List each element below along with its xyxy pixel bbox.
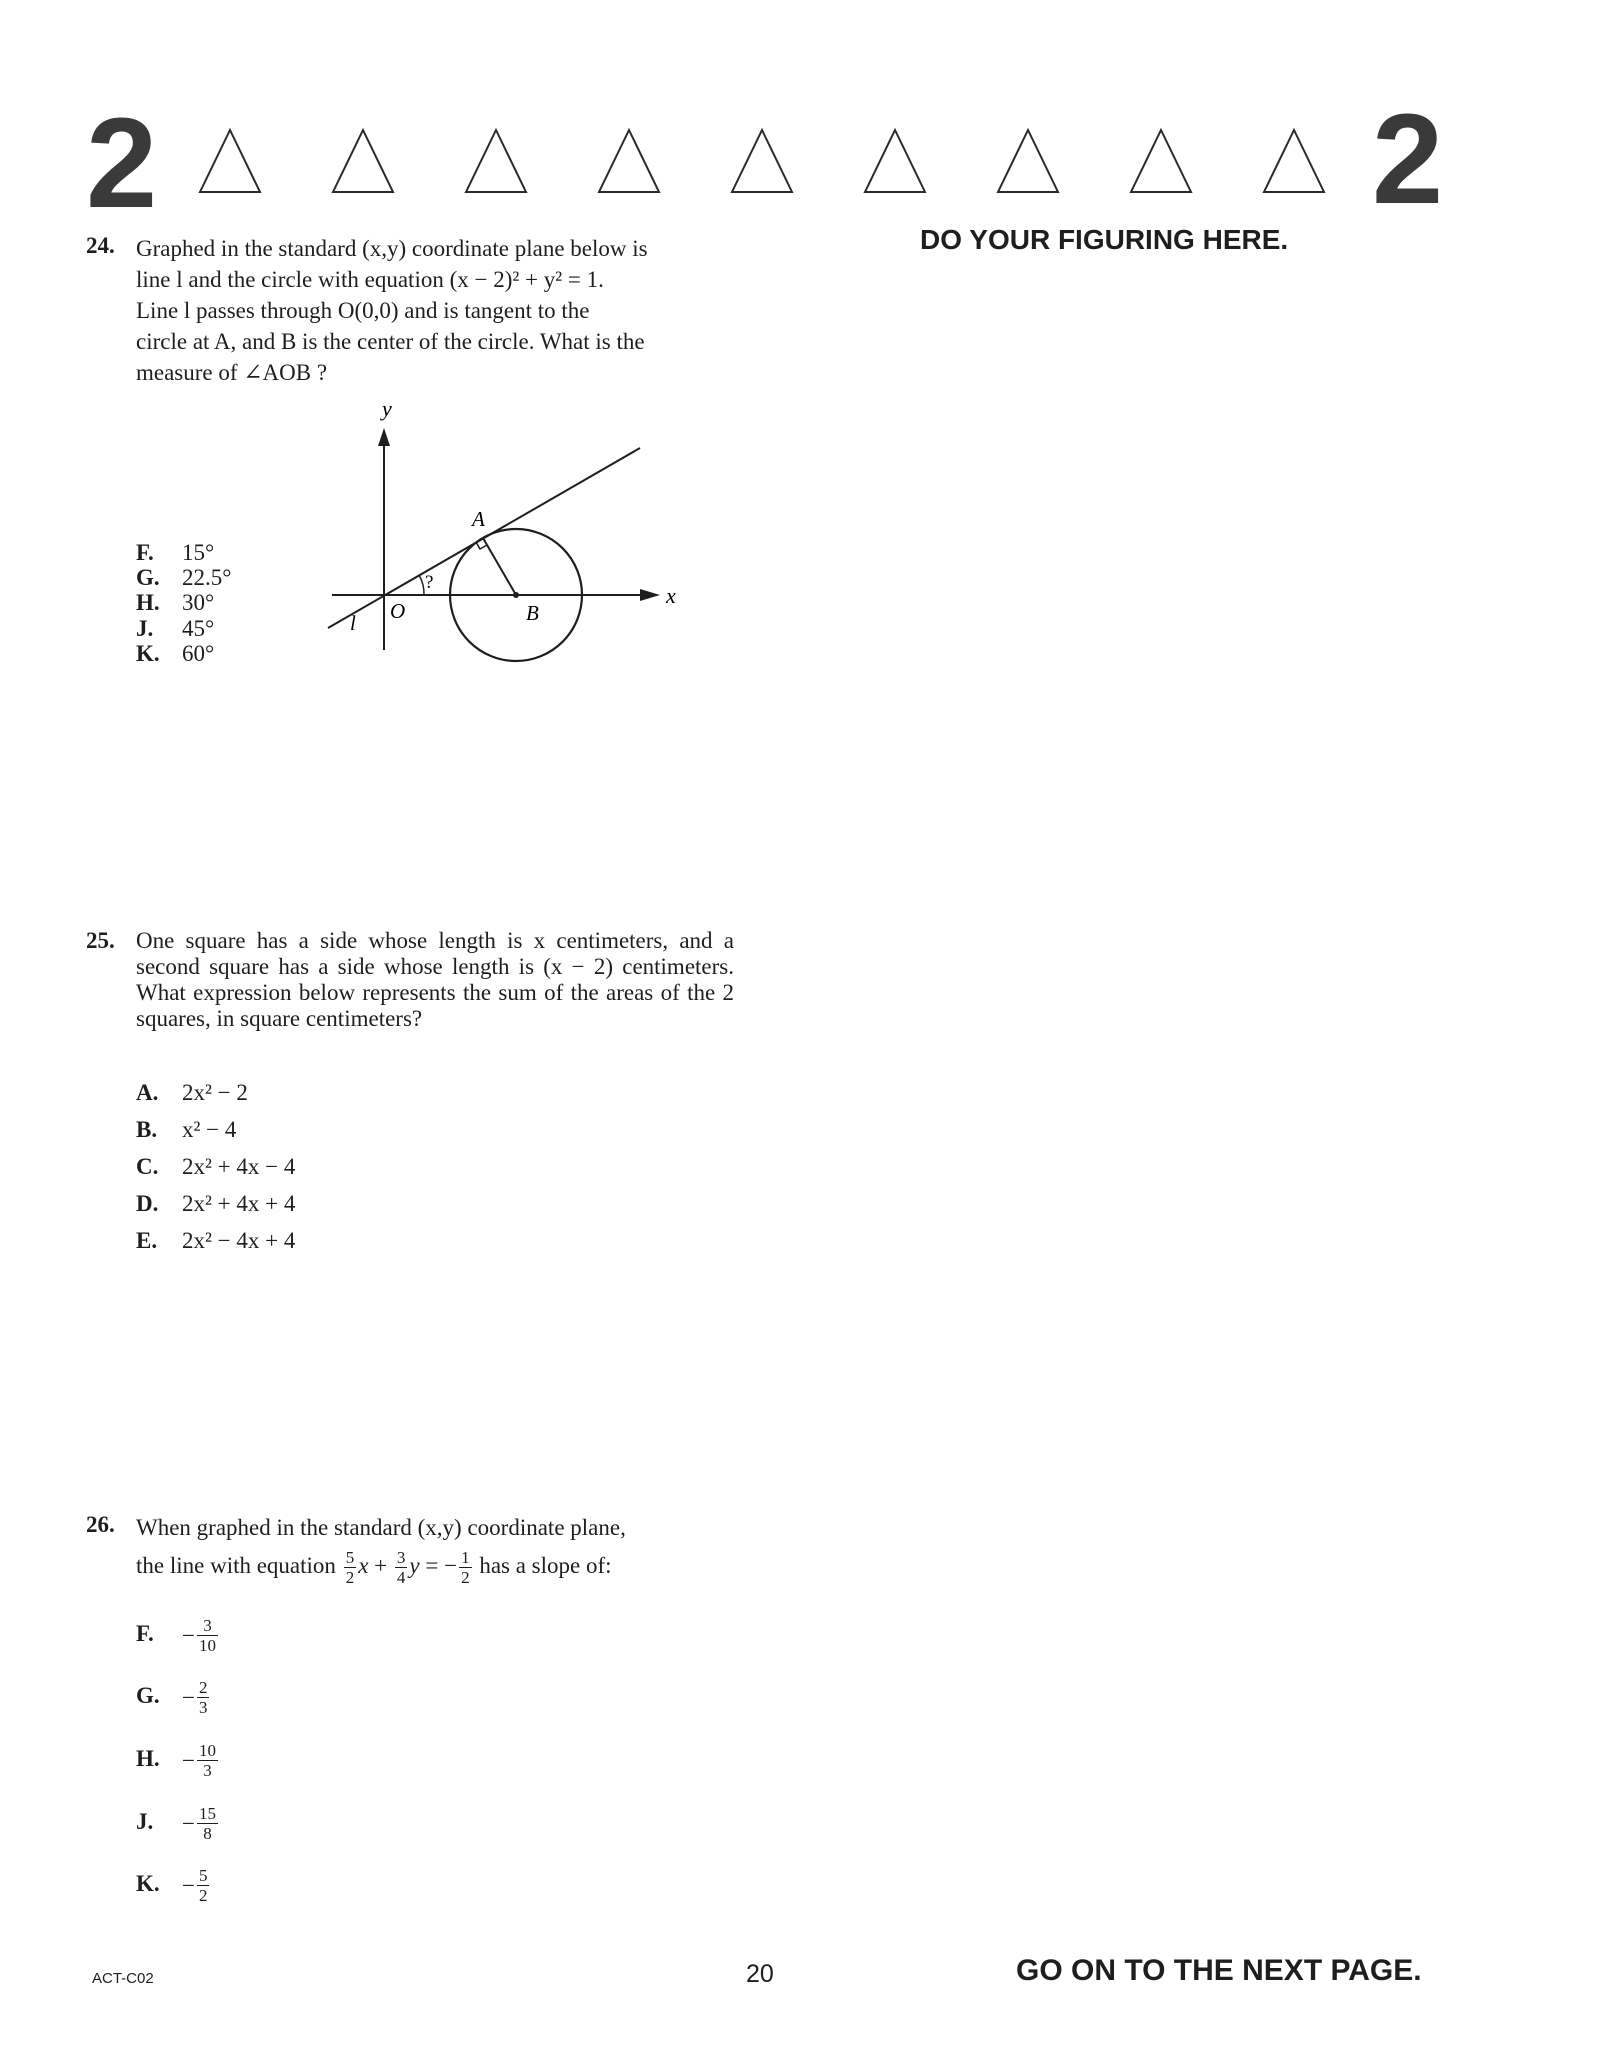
page-number: 20 xyxy=(746,1960,774,1988)
option-letter: F. xyxy=(136,1620,154,1646)
option-letter: B. xyxy=(136,1117,158,1142)
triangle-icon xyxy=(726,124,798,196)
option-letter: K. xyxy=(136,1870,160,1896)
option-letter: J. xyxy=(136,616,154,641)
triangle-icon xyxy=(1258,124,1330,196)
triangle-icon xyxy=(194,124,266,196)
option-letter: G. xyxy=(136,1682,160,1708)
answer-option[interactable] xyxy=(136,590,214,616)
center-point xyxy=(513,592,519,598)
x-axis-arrow xyxy=(640,589,660,601)
option-letter: D. xyxy=(136,1191,159,1216)
question-number: 26. xyxy=(86,1512,115,1537)
q24-line-5: measure of ∠AOB ? xyxy=(136,360,328,385)
section-number-right: 2 xyxy=(1372,88,1444,231)
fraction xyxy=(197,1616,218,1655)
coordinate-figure xyxy=(320,390,700,670)
option-letter: J. xyxy=(136,1808,154,1834)
option-letter: F. xyxy=(136,540,154,565)
answer-option[interactable]: J. − $\frac{15}{8}$ xyxy=(136,1804,216,1843)
answer-option[interactable]: H. − $\frac{10}{3}$ xyxy=(136,1741,216,1780)
option-value: 45° xyxy=(182,616,215,641)
numerator: 2 xyxy=(198,1678,208,1697)
label-a: A xyxy=(472,507,485,531)
option-letter: E. xyxy=(136,1228,158,1253)
triangle-row xyxy=(194,124,1354,204)
answer-option[interactable]: G. − $\frac{2}{3}$ xyxy=(136,1678,208,1717)
fraction xyxy=(459,1548,472,1587)
option-letter: A. xyxy=(136,1080,159,1105)
fraction xyxy=(197,1804,218,1843)
option-letter: K. xyxy=(136,641,160,666)
fraction xyxy=(197,1741,218,1780)
answer-option[interactable] xyxy=(136,540,214,566)
triangle-icon xyxy=(859,124,931,196)
denominator: 3 xyxy=(198,1698,208,1717)
option-letter: G. xyxy=(136,565,160,590)
radius-ab xyxy=(483,538,516,595)
q24-line-3: Line l passes through O(0,0) and is tangent to the xyxy=(136,298,590,323)
option-value: 2x² − 4x + 4 xyxy=(182,1228,296,1253)
answer-option[interactable]: F. − $\frac{3}{10}$ xyxy=(136,1616,216,1655)
option-value: 30° xyxy=(182,590,215,615)
numerator: 5 xyxy=(345,1548,355,1567)
figuring-label: DO YOUR FIGURING HERE. xyxy=(920,224,1289,255)
label-o: O xyxy=(390,599,406,623)
option-value: x² − 4 xyxy=(182,1117,237,1142)
q26-text-after: has a slope of: xyxy=(479,1552,612,1578)
section-number-left: 2 xyxy=(86,92,158,235)
answer-option[interactable] xyxy=(136,1228,295,1254)
q24-line-2: line l and the circle with equation (x − 2)² + y² = 1. xyxy=(136,267,604,292)
option-letter: H. xyxy=(136,1745,160,1771)
triangle-icon xyxy=(327,124,399,196)
triangle-icon xyxy=(1125,124,1197,196)
question-26-line-1: When graphed in the standard (x,y) coordinate plane, xyxy=(136,1515,626,1540)
option-letter: C. xyxy=(136,1154,159,1179)
question-25-text: One square has a side whose length is x centimeters, and a second square has a side whose length is (x − 2) centimeters. What expression below represents the sum of the areas of the 2 squares, in square centimeters? xyxy=(136,928,734,1031)
question-number: 25. xyxy=(86,928,115,953)
answer-option[interactable]: K. − $\frac{5}{2}$ xyxy=(136,1866,208,1905)
option-value: 2x² + 4x + 4 xyxy=(182,1191,296,1216)
label-y: y xyxy=(382,396,392,421)
question-number: 24. xyxy=(86,233,115,258)
denominator: 8 xyxy=(203,1824,212,1843)
denominator: 10 xyxy=(198,1636,216,1655)
fraction xyxy=(197,1866,210,1905)
question-26-line-2: the line with equation $\frac{5}{2}$ x + $\frac{3}{4}$ y = − $\frac{1}{2}$ has a slope of: xyxy=(136,1548,612,1587)
numerator: 3 xyxy=(396,1548,406,1567)
label-l: l xyxy=(350,611,356,635)
label-x: x xyxy=(666,583,676,608)
fraction xyxy=(197,1678,210,1717)
y-axis-arrow xyxy=(378,428,390,446)
denominator: 2 xyxy=(198,1886,208,1905)
denominator: 2 xyxy=(461,1568,470,1587)
option-value: 22.5° xyxy=(182,565,232,590)
denominator: 4 xyxy=(396,1568,406,1587)
triangle-icon xyxy=(593,124,665,196)
label-b: B xyxy=(526,601,539,625)
fraction xyxy=(344,1548,357,1587)
next-page-label: GO ON TO THE NEXT PAGE. xyxy=(1016,1954,1422,1987)
numerator: 1 xyxy=(461,1548,470,1567)
answer-option[interactable] xyxy=(136,565,231,591)
triangle-icon xyxy=(992,124,1064,196)
q26-text-before: the line with equation xyxy=(136,1552,336,1578)
numerator: 5 xyxy=(198,1866,208,1885)
q24-line-1: Graphed in the standard (x,y) coordinate plane below is xyxy=(136,236,648,261)
answer-option[interactable] xyxy=(136,1154,295,1180)
option-letter: H. xyxy=(136,590,160,615)
option-value: 2x² − 2 xyxy=(182,1080,248,1105)
answer-option[interactable] xyxy=(136,1080,248,1106)
answer-option[interactable] xyxy=(136,641,214,667)
answer-option[interactable] xyxy=(136,1117,236,1143)
option-value: 2x² + 4x − 4 xyxy=(182,1154,296,1179)
numerator: 10 xyxy=(198,1741,216,1760)
question-24-text xyxy=(136,233,736,388)
denominator: 2 xyxy=(345,1568,355,1587)
denominator: 3 xyxy=(203,1761,212,1780)
angle-arc xyxy=(419,575,424,595)
triangle-icon xyxy=(460,124,532,196)
label-angle: ? xyxy=(425,572,434,593)
fraction xyxy=(395,1548,408,1587)
numerator: 3 xyxy=(197,1616,218,1636)
form-code: ACT-C02 xyxy=(92,1970,154,1987)
option-value: 60° xyxy=(182,641,215,666)
answer-option[interactable] xyxy=(136,1191,295,1217)
numerator: 15 xyxy=(198,1804,216,1823)
answer-option[interactable] xyxy=(136,616,214,642)
option-value: 15° xyxy=(182,540,215,565)
q24-line-4: circle at A, and B is the center of the circle. What is the xyxy=(136,329,645,354)
